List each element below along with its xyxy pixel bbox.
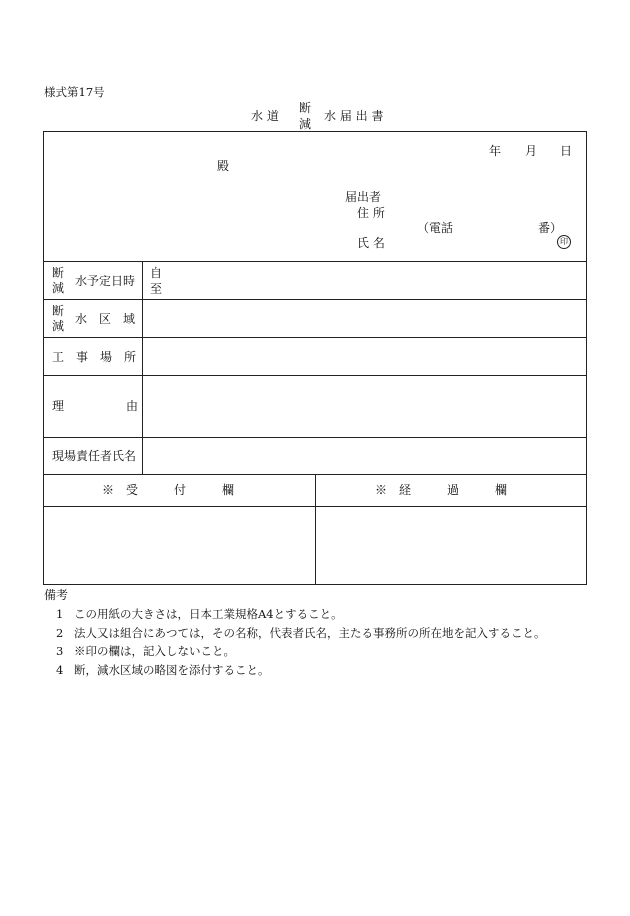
title-option-cut: 断 [299,101,312,115]
schedule-reduce-label: 減 [52,281,65,295]
area-cut-label: 断 [52,304,65,318]
seal-mark: 印 [557,235,571,249]
note-item [56,646,235,658]
reason-label-right: 由 [126,399,139,413]
address-label: 住 所 [357,206,385,220]
note-text: ※印の欄は，記入しないこと。 [74,644,235,658]
note-item [56,665,270,677]
note-item [56,609,343,621]
title-prefix: 水 道 [251,109,279,123]
note-text: 法人又は組合にあつては，その名称，代表者氏名，主たる事務所の所在地を記入すること。 [74,626,546,640]
date-year-label: 年 [489,144,502,158]
area-label: 水 区 域 [75,312,136,326]
area-reduce-label: 減 [52,319,65,333]
progress-column-header: ※ 経 過 欄 [375,483,508,497]
form-table [43,131,587,585]
schedule-from-label: 自 [150,266,163,280]
note-text: 断，減水区域の略図を添付すること。 [74,663,270,677]
addressee-suffix: 殿 [217,159,230,173]
applicant-label: 届出者 [345,190,382,204]
schedule-cut-label: 断 [52,266,65,280]
form-number: 様式第17号 [44,85,105,99]
schedule-label: 水予定日時 [75,274,136,288]
schedule-to-label: 至 [150,282,163,296]
phone-open-label: （電話 [417,221,454,235]
title-option-reduce: 減 [299,117,312,131]
site-label: 工 事 場 所 [52,350,137,364]
manager-label: 現場責任者氏名 [52,449,137,463]
note-number: 2 [56,626,64,640]
note-item [56,628,546,640]
note-number: 3 [56,644,64,658]
reason-label-left: 理 [52,399,65,413]
note-text: この用紙の大きさは，日本工業規格A4とすること。 [74,607,343,621]
phone-close-label: 番） [538,221,563,235]
note-number: 4 [56,663,64,677]
name-label: 氏 名 [357,236,385,250]
title-suffix: 水 届 出 書 [324,109,384,123]
date-day-label: 日 [560,144,573,158]
notes-title: 備考 [44,588,69,602]
date-month-label: 月 [525,144,538,158]
reception-column-header: ※ 受 付 欄 [102,483,235,497]
note-number: 1 [56,607,64,621]
